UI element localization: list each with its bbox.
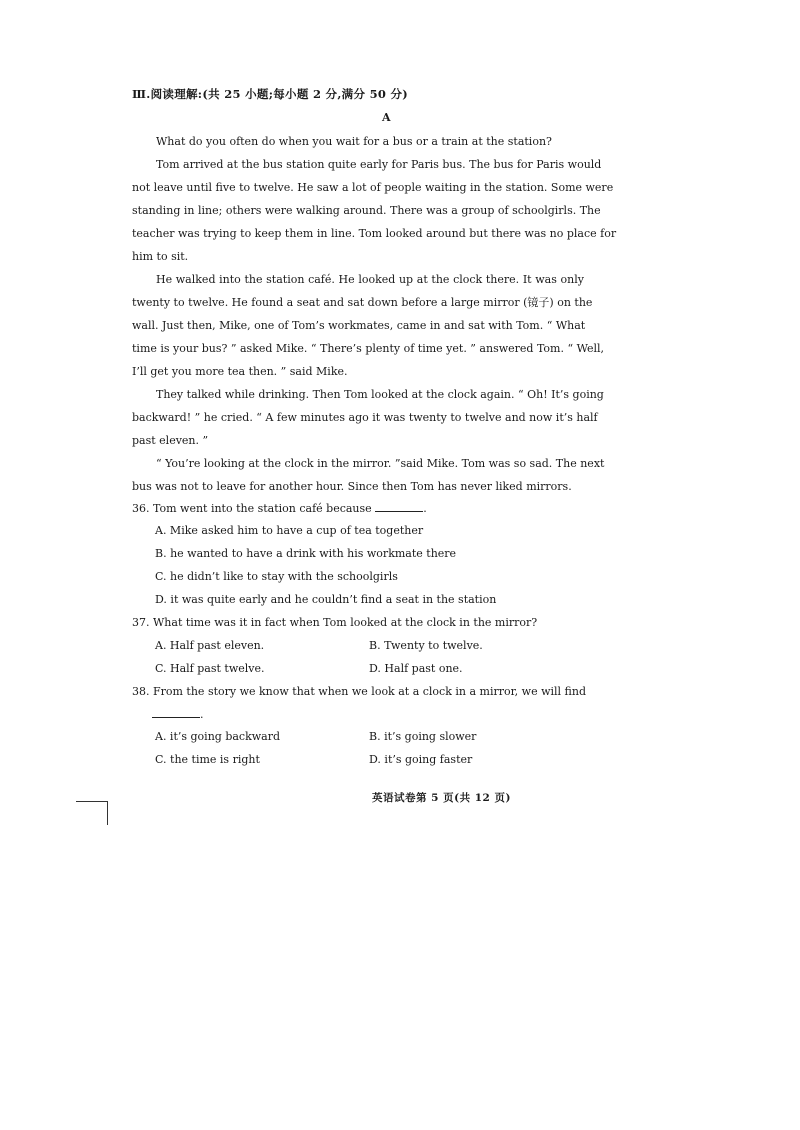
- page-footer: 英语试卷第 5 页(共 12 页): [372, 792, 511, 804]
- passage-line: He walked into the station café. He looked up at the clock there. It was only: [156, 273, 584, 286]
- passage-line: him to sit.: [132, 250, 189, 263]
- passage-line: twenty to twelve. He found a seat and sat down before a large mirror (镜子) on the: [132, 296, 593, 309]
- option-38-b: B. it’s going slower: [369, 730, 477, 743]
- passage-label: A: [382, 111, 391, 124]
- passage-line: They talked while drinking. Then Tom looked at the clock again. “ Oh! It’s going: [156, 388, 604, 401]
- section-title: Ⅲ.阅读理解:(共 25 小题;每小题 2 分,满分 50 分): [132, 87, 409, 101]
- crop-corner-mark: [76, 801, 108, 825]
- answer-blank: [152, 707, 200, 718]
- passage-line: What do you often do when you wait for a bus or a train at the station?: [156, 135, 552, 148]
- passage-line: time is your bus? ” asked Mike. “ There’s plenty of time yet. ” answered Tom. “ Well,: [132, 342, 605, 355]
- option-36-d: D. it was quite early and he couldn’t find a seat in the station: [155, 593, 497, 606]
- answer-blank: [375, 501, 423, 512]
- passage-line: wall. Just then, Mike, one of Tom’s workmates, came in and sat with Tom. “ What: [132, 319, 586, 332]
- question-36: 36. Tom went into the station café because .: [132, 502, 427, 515]
- option-38-c: C. the time is right: [155, 753, 260, 766]
- option-37-d: D. Half past one.: [369, 662, 463, 675]
- option-37-a: A. Half past eleven.: [155, 639, 265, 652]
- option-38-d: D. it’s going faster: [369, 753, 473, 766]
- option-36-c: C. he didn’t like to stay with the schoolgirls: [155, 570, 398, 583]
- question-stem: 36. Tom went into the station café because: [132, 502, 372, 515]
- passage-line: “ You’re looking at the clock in the mirror. ”said Mike. Tom was so sad. The next: [156, 457, 605, 470]
- passage-line: bus was not to leave for another hour. Since then Tom has never liked mirrors.: [132, 480, 572, 493]
- question-37: 37. What time was it in fact when Tom looked at the clock in the mirror?: [132, 616, 538, 629]
- question-38-blank-line: .: [152, 707, 204, 721]
- passage-line: backward! ” he cried. “ A few minutes ago it was twenty to twelve and now it’s half: [132, 411, 598, 424]
- passage-line: standing in line; others were walking around. There was a group of schoolgirls. The: [132, 204, 601, 217]
- passage-line: past eleven. ”: [132, 434, 209, 447]
- passage-line: teacher was trying to keep them in line. Tom looked around but there was no place for: [132, 227, 617, 240]
- option-36-a: A. Mike asked him to have a cup of tea together: [155, 524, 424, 537]
- passage-line: Tom arrived at the bus station quite early for Paris bus. The bus for Paris would: [156, 158, 602, 171]
- passage-line: I’ll get you more tea then. ” said Mike.: [132, 365, 348, 378]
- passage-line: not leave until five to twelve. He saw a lot of people waiting in the station. Some were: [132, 181, 614, 194]
- question-38: 38. From the story we know that when we look at a clock in a mirror, we will find: [132, 685, 587, 698]
- option-37-c: C. Half past twelve.: [155, 662, 265, 675]
- option-37-b: B. Twenty to twelve.: [369, 639, 483, 652]
- option-38-a: A. it’s going backward: [155, 730, 281, 743]
- option-36-b: B. he wanted to have a drink with his workmate there: [155, 547, 457, 560]
